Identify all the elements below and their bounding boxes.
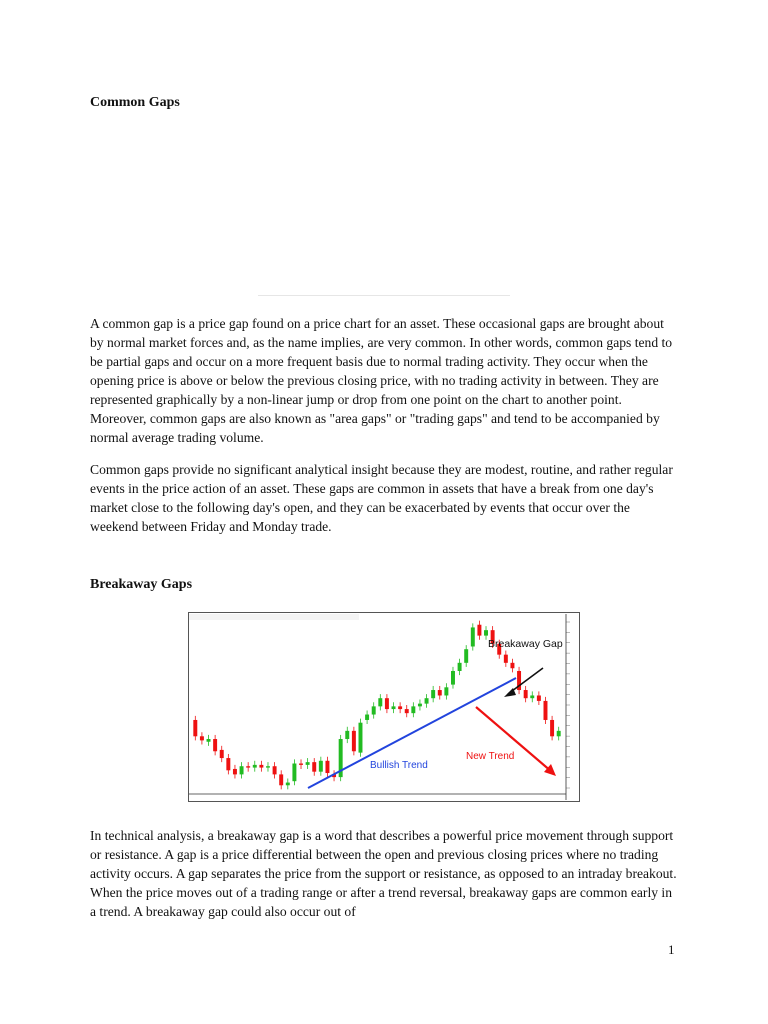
bearish-candle bbox=[438, 690, 442, 695]
bullish-candle bbox=[444, 687, 448, 695]
bullish-candle bbox=[378, 698, 382, 706]
bullish-candle bbox=[484, 630, 488, 635]
paragraph: A common gap is a price gap found on a price chart for an asset. These occasional gaps are brought about by normal market forces and, as the name implies, are very common. In other words, common gaps tend to be partial gaps and occur on a more frequent basis due to normal trading activity. They occur when the opening price is above or below the previous closing price, with no trading activity in between. They are represented graphically by a non-linear jump or drop from one point on the chart to another point. Moreover, common gaps are also known as "area gaps" or "trading gaps" and tend to be accompanied by normal average trading volume. bbox=[90, 316, 673, 445]
bearish-candle bbox=[352, 731, 356, 751]
bearish-candle bbox=[299, 764, 303, 765]
bearish-candle bbox=[405, 709, 409, 713]
bullish-candle bbox=[372, 706, 376, 714]
bullish-candle bbox=[345, 731, 349, 739]
bearish-candle bbox=[246, 766, 250, 767]
bearish-candle bbox=[550, 720, 554, 736]
divider bbox=[258, 295, 510, 296]
bearish-candle bbox=[279, 774, 283, 785]
bearish-candle bbox=[226, 758, 230, 770]
bullish-candle bbox=[411, 706, 415, 713]
bearish-candle bbox=[259, 765, 263, 768]
chart-header-strip bbox=[189, 614, 359, 620]
paragraph: Common gaps provide no significant analytical insight because they are modest, routine, and rather regular events in the price action of an asset. These gaps are common in assets that have a break from one day's market close to the following day's open, and they can be exacerbated by events that occur over the weekend between Friday and Monday trade. bbox=[90, 462, 673, 534]
bearish-candle bbox=[537, 695, 541, 700]
bearish-candle bbox=[200, 736, 204, 740]
bearish-candle bbox=[477, 625, 481, 636]
bearish-candle bbox=[233, 769, 237, 774]
bearish-candle bbox=[220, 750, 224, 758]
new-trend-label: New Trend bbox=[466, 751, 515, 762]
bullish-candle bbox=[425, 698, 429, 703]
bullish-candle bbox=[464, 649, 468, 663]
bullish-candle bbox=[292, 764, 296, 782]
bearish-candle bbox=[524, 690, 528, 698]
bullish-candle bbox=[306, 762, 310, 765]
bearish-candle bbox=[544, 701, 548, 720]
breakaway-gap-label: Breakaway Gap bbox=[488, 638, 563, 650]
bullish-candle bbox=[458, 663, 462, 671]
section-heading-common-gaps: Common Gaps bbox=[90, 95, 180, 110]
bullish-candle bbox=[431, 690, 435, 698]
bullish-candle bbox=[392, 706, 396, 709]
bearish-candle bbox=[504, 655, 508, 663]
bullish-candle bbox=[471, 627, 475, 646]
bullish-trend-label: Bullish Trend bbox=[370, 760, 428, 771]
page-number: 1 bbox=[668, 942, 675, 957]
bullish-candle bbox=[365, 715, 369, 720]
bullish-candle bbox=[253, 765, 257, 768]
bearish-candle bbox=[398, 706, 402, 709]
bullish-candle bbox=[451, 671, 455, 685]
bearish-candle bbox=[510, 663, 514, 668]
bearish-candle bbox=[385, 698, 389, 709]
bearish-candle bbox=[273, 766, 277, 774]
section-heading-breakaway-gaps: Breakaway Gaps bbox=[90, 577, 193, 592]
bullish-candle bbox=[319, 761, 323, 772]
bullish-candle bbox=[359, 723, 363, 753]
bullish-candle bbox=[418, 704, 422, 707]
bullish-candle bbox=[557, 731, 561, 736]
bearish-candle bbox=[193, 720, 197, 736]
candlestick-chart-figure bbox=[188, 612, 580, 802]
bullish-candle bbox=[286, 783, 290, 786]
bullish-candle bbox=[207, 739, 211, 742]
bullish-candle bbox=[530, 695, 534, 698]
paragraph: In technical analysis, a breakaway gap is a word that describes a powerful price movement through support or resistance. A gap is a price differential between the open and previous closing prices where no trading activity occurs. A gap separates the price from the support or resistance, as opposed to an intraday breakout. When the price moves out of a trading range or after a trend reversal, breakaway gaps are common early in a trend. A breakaway gap could also occur out of bbox=[90, 828, 677, 919]
bullish-candle bbox=[266, 766, 270, 767]
bearish-candle bbox=[213, 739, 217, 751]
bearish-candle bbox=[325, 761, 329, 773]
bullish-candle bbox=[240, 766, 244, 774]
bearish-candle bbox=[312, 762, 316, 772]
